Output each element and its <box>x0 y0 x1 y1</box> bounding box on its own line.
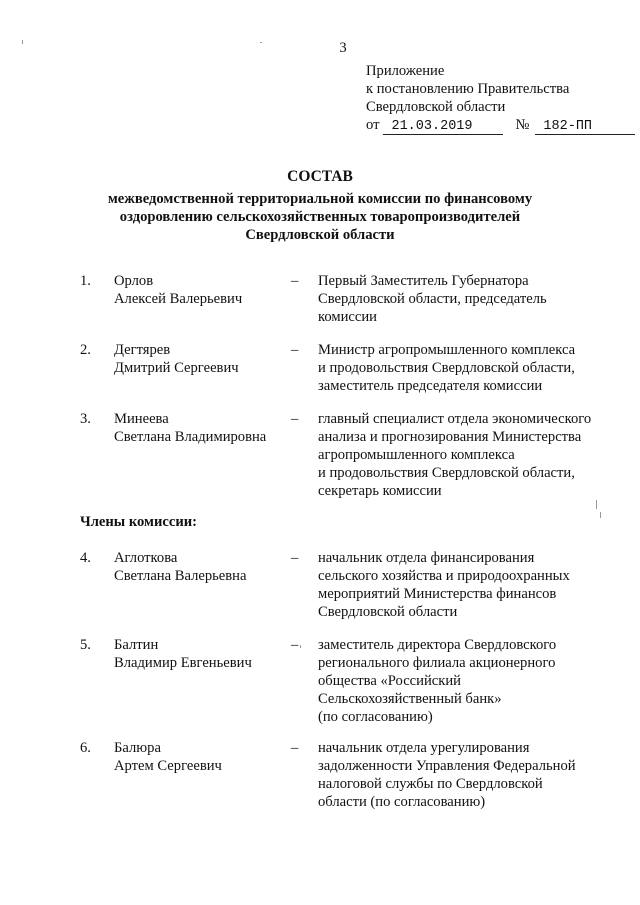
number-value: 182-ПП <box>535 119 635 135</box>
role-line: налоговой службы по Свердловской <box>318 776 543 792</box>
entry-number: 6. <box>80 740 91 756</box>
scan-speck <box>22 40 23 44</box>
dash: – <box>291 637 299 653</box>
title-line-1: межведомственной территориальной комиссии по финансовому <box>107 191 533 207</box>
appendix-date-line <box>366 117 635 135</box>
page-number: 3 <box>339 40 347 56</box>
person-name <box>114 550 246 586</box>
given-names: Владимир Евгеньевич <box>114 655 252 671</box>
given-names: Алексей Валерьевич <box>114 291 243 307</box>
scan-speck <box>260 42 262 43</box>
person-name <box>114 342 239 378</box>
dash: – <box>291 273 299 289</box>
role-line: Сельскохозяйственный банк» <box>318 691 502 707</box>
role-line: заместитель председателя комиссии <box>318 378 543 394</box>
role-text <box>318 550 618 622</box>
dash: – <box>291 342 299 358</box>
role-line: и продовольствия Свердловской области, <box>318 360 575 376</box>
role-line: комиссии <box>318 309 377 325</box>
role-line: начальник отдела урегулирования <box>318 740 530 756</box>
entry-number: 2. <box>80 342 91 358</box>
person-name <box>114 740 222 776</box>
dash: – <box>291 740 299 756</box>
role-line: секретарь комиссии <box>318 483 442 499</box>
person-name <box>114 637 252 673</box>
role-text <box>318 342 618 396</box>
role-line: сельского хозяйства и природоохранных <box>318 568 570 584</box>
role-line: Свердловской области <box>318 604 458 620</box>
role-line: области (по согласованию) <box>318 794 486 810</box>
role-line: задолженности Управления Федеральной <box>318 758 576 774</box>
role-line: Министр агропромышленного комплекса <box>318 342 576 358</box>
role-line: агропромышленного комплекса <box>318 447 515 463</box>
role-text <box>318 637 618 727</box>
given-names: Дмитрий Сергеевич <box>114 360 239 376</box>
role-line: мероприятий Министерства финансов <box>318 586 557 602</box>
role-line: Свердловской области, председатель <box>318 291 547 307</box>
role-text <box>318 740 618 812</box>
given-names: Светлана Владимировна <box>114 429 267 445</box>
dash: – <box>291 550 299 566</box>
role-line: (по согласованию) <box>318 709 433 725</box>
date-prefix: от <box>366 117 380 133</box>
entry-number: 3. <box>80 411 91 427</box>
surname: Аглоткова <box>114 550 178 566</box>
person-name <box>114 273 242 309</box>
title-line-3: Свердловской области <box>245 227 395 243</box>
entry-number: 1. <box>80 273 91 289</box>
role-line: начальник отдела финансирования <box>318 550 535 566</box>
role-line: анализа и прогнозирования Министерства <box>318 429 582 445</box>
scan-speck <box>596 500 597 509</box>
appendix-block <box>366 63 635 135</box>
role-line: главный специалист отдела экономического <box>318 411 592 427</box>
given-names: Артем Сергеевич <box>114 758 222 774</box>
role-line: и продовольствия Свердловской области, <box>318 465 575 481</box>
role-line: регионального филиала акционерного <box>318 655 556 671</box>
role-text <box>318 411 618 501</box>
entry-number: 5. <box>80 637 91 653</box>
members-heading: Члены комиссии: <box>80 514 198 530</box>
document-title <box>60 168 580 244</box>
appendix-line-1: Приложение <box>366 63 445 79</box>
entry-number: 4. <box>80 550 91 566</box>
title-main: СОСТАВ <box>287 168 353 185</box>
scan-speck <box>600 512 601 518</box>
surname: Балтин <box>114 637 159 653</box>
given-names: Светлана Валерьевна <box>114 568 247 584</box>
number-sign: № <box>515 117 530 133</box>
scan-speck <box>300 645 301 648</box>
appendix-line-2: к постановлению Правительства <box>366 81 570 97</box>
title-line-2: оздоровлению сельскохозяйственных товаропроизводителей <box>119 209 521 225</box>
dash: – <box>291 411 299 427</box>
appendix-line-3: Свердловской области <box>366 99 506 115</box>
surname: Дегтярев <box>114 342 171 358</box>
role-line: общества «Российский <box>318 673 461 689</box>
role-line: заместитель директора Свердловского <box>318 637 557 653</box>
date-value: 21.03.2019 <box>383 119 503 135</box>
surname: Минеева <box>114 411 169 427</box>
surname: Орлов <box>114 273 154 289</box>
role-line: Первый Заместитель Губернатора <box>318 273 529 289</box>
surname: Балюра <box>114 740 161 756</box>
role-text <box>318 273 618 327</box>
person-name <box>114 411 266 447</box>
